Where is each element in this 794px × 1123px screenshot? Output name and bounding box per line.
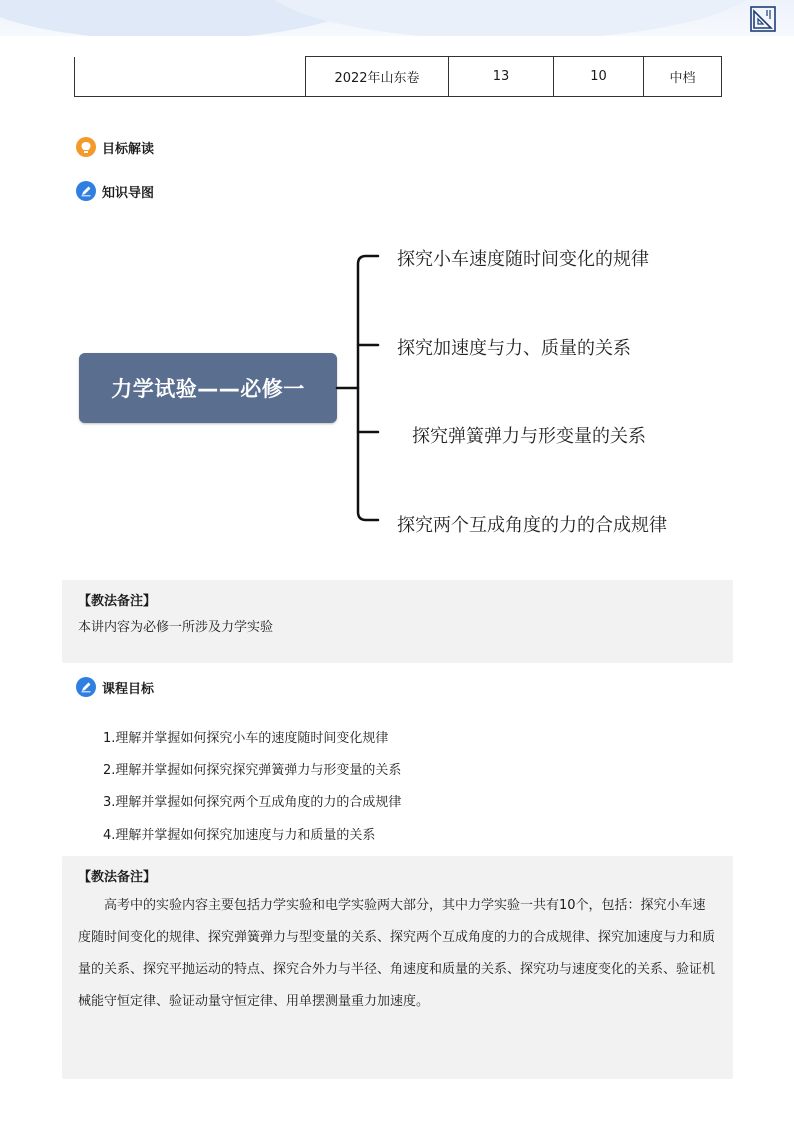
list-item: 2.理解并掌握如何探究探究弹簧弹力与形变量的关系 <box>103 763 402 778</box>
page-header-band <box>0 0 794 36</box>
note-text: 本讲内容为必修一所涉及力学实验 <box>78 619 274 635</box>
note-title: 【教法备注】 <box>78 870 157 885</box>
list-item: 1.理解并掌握如何探究小车的速度随时间变化规律 <box>103 731 389 746</box>
teaching-note-box <box>62 580 733 663</box>
header-decoration <box>260 0 760 36</box>
table-cell-difficulty: 中档 <box>644 57 722 97</box>
mindmap-branch: 探究两个互成角度的力的合成规律 <box>397 515 667 536</box>
note-paragraph: 高考中的实验内容主要包括力学实验和电学实验两大部分，其中力学实验一共有10个，包括：探究小车速度随时间变化的规律、探究弹簧弹力与型变量的关系、探究两个互成角度的力的合成规律、探究加速度与力和质量的关系、探究平抛运动的特点、探究合外力与半径、角速度和质量的关系、探究功与速度变化的关系、验证机械能守恒定律、验证动量守恒定律、用单摆测量重力加速度。 <box>78 897 716 1009</box>
section-knowledge-map <box>76 181 154 201</box>
list-item: 3.理解并掌握如何探究两个互成角度的力的合成规律 <box>103 795 402 810</box>
section-course-goals <box>76 677 154 697</box>
table-cell-score: 10 <box>554 57 644 97</box>
lightbulb-icon <box>76 137 96 157</box>
mindmap-branch: 探究加速度与力、质量的关系 <box>397 338 631 359</box>
note-title: 【教法备注】 <box>78 594 157 609</box>
pencil-icon <box>76 677 96 697</box>
mindmap-connectors <box>330 240 390 540</box>
triangle-ruler-logo-icon <box>750 6 776 32</box>
table-cell-exam: 2022年山东卷 <box>306 57 449 97</box>
section-title: 课程目标 <box>102 681 155 697</box>
mindmap-branch: 探究弹簧弹力与形变量的关系 <box>412 426 646 447</box>
section-title: 目标解读 <box>102 141 155 157</box>
mindmap-branch: 探究小车速度随时间变化的规律 <box>397 249 649 270</box>
mindmap-root-node: 力学试验——必修一 <box>79 353 337 423</box>
teaching-note-box <box>62 856 733 1079</box>
table-cell-number: 13 <box>449 57 554 97</box>
exam-info-table <box>74 56 722 97</box>
section-target <box>76 137 154 157</box>
table-cell-blank <box>75 57 306 97</box>
section-title: 知识导图 <box>102 185 155 201</box>
list-item: 4.理解并掌握如何探究加速度与力和质量的关系 <box>103 828 376 843</box>
pencil-icon <box>76 181 96 201</box>
table-row <box>75 57 722 97</box>
